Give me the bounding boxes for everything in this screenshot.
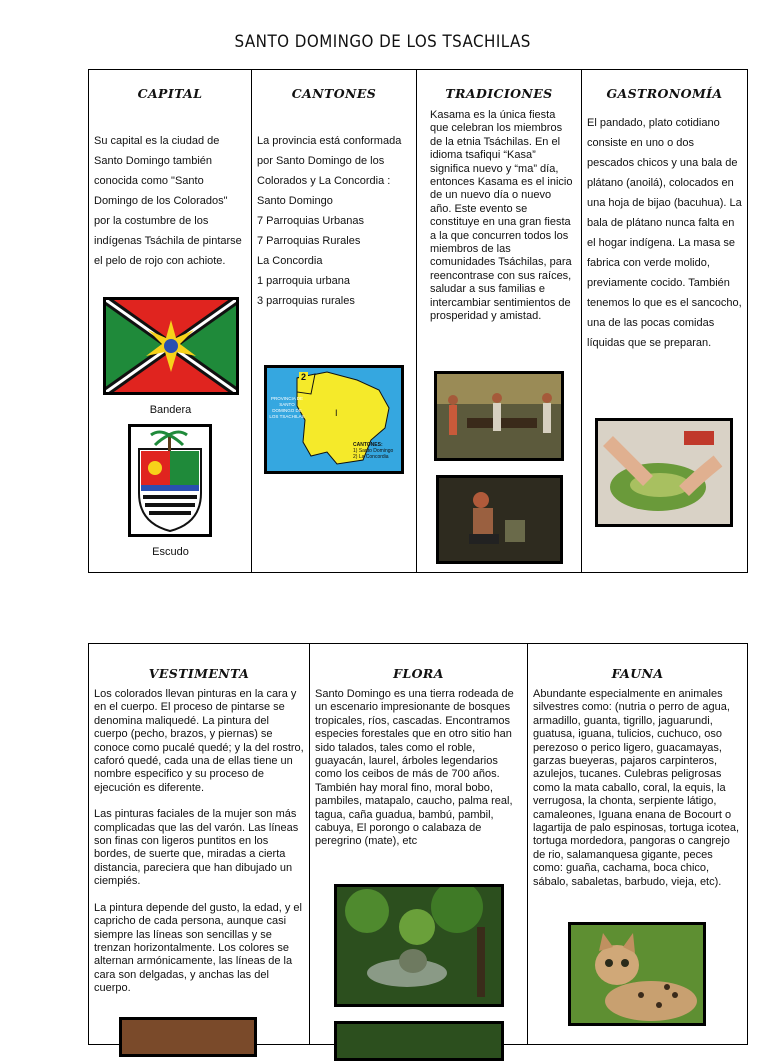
- flora-heading: FLORA: [393, 666, 444, 681]
- flag-image: [103, 297, 239, 395]
- map-badge: 2: [301, 372, 307, 382]
- vestimenta-paragraph: Los colorados llevan pinturas en la cara y en el cuerpo. El proceso de pintarse se denomina maliquedé. La pintura del cuerpo (pecho, brazos, y piernas) se conoce como pucalé quedé; y la del rostro, caforó quedé, cada una de ellas tiene un nombre especifico y su proceso de ejecución es diferente.: [94, 688, 304, 794]
- gastronomia-text: El pandado, plato cotidiano consiste en uno o dos pescados chicos y una bala de plátano (anoilá), colocados en una hoja de bijao (bacuhua). La bala de plátano nunca falta en el hogar indígena. La masa se fabrica con verde molido, previamente cocido. También tenemos lo que es el sancocho, una de las pocas comidas líquidas que se preparan.: [587, 117, 742, 349]
- ceremony-photo: [436, 475, 563, 564]
- cantones-line: 7 Parroquias Rurales: [257, 235, 361, 247]
- gastronomia-column: [582, 70, 747, 572]
- map-legend-item: 1) Santo Domingo: [353, 448, 394, 454]
- tradiciones-text: Kasama es la única fiesta que celebran los miembros de la etnia Tsáchilas. En el idioma tsafiqui “Kasa” significa nuevo y “ma” día, entonces Kasama es el inicio de un nuevo día o nuevo año. Este evento se constituye en una gran fiesta a la que concurren todos los miembros de las comunidades Tsáchilas, para reencontrase con sus raíces, saludar a sus familias e intercambiar sentimientos de prosperidad y amistad.: [430, 109, 573, 323]
- cantones-map-image: [264, 365, 404, 474]
- vestimenta-paragraph: La pintura depende del gusto, la edad, y el capricho de cada persona, aunque casi siempre las líneas son sencillas y se trenzan horizontalmente. Los colores se alternan armónicamente, las líneas de la cara son delgadas, y anchas las del cuerpo.: [94, 901, 302, 995]
- flag-caption: Bandera: [149, 404, 192, 416]
- map-legend-item: 2) La Concordia: [353, 454, 389, 460]
- vestimenta-text: [89, 688, 309, 996]
- cantones-line: 7 Parroquias Urbanas: [257, 215, 365, 227]
- top-table: [88, 69, 748, 573]
- map-region-mark: I: [335, 408, 338, 418]
- flora-photo-2: [334, 1021, 504, 1061]
- ocelot-photo: [568, 922, 706, 1026]
- cantones-heading: CANTONES: [291, 86, 377, 101]
- vestimenta-photo: [119, 1017, 257, 1057]
- vestimenta-column: [89, 644, 310, 1044]
- fauna-heading: FAUNA: [611, 666, 664, 681]
- kasama-photo: [434, 371, 564, 461]
- cantones-line: 3 parroquias rurales: [257, 295, 355, 307]
- cantones-line: Santo Domingo: [257, 195, 333, 207]
- map-legend-title: CANTONES:: [353, 442, 383, 448]
- bottom-table: [88, 643, 748, 1045]
- cantones-column: [252, 70, 417, 572]
- cantones-line: La Concordia: [257, 255, 323, 267]
- tradiciones-column: [417, 70, 582, 572]
- capital-heading: CAPITAL: [137, 86, 203, 101]
- map-province-label: PROVINCIA DE SANTO DOMINGO DE LOS TSACHILAS: [269, 396, 305, 419]
- shield-image: [128, 424, 212, 537]
- vestimenta-heading: VESTIMENTA: [148, 666, 250, 681]
- fauna-text: Abundante especialmente en animales silvestres como: (nutria o perro de agua, armadillo, guanta, tigrillo, jaguarundi, guatusa, iguana, tulicios, cuchuco, oso perezoso o perico ligero, guacamayas, garzas bueyeras, pajaros carpinteros, azulejos, tucanes. Culebras peligrosas como la mata caballo, coral, la equis, la verrugosa, la chonta, serpiente látigo, camaleones, Iguana enana de Bocourt o lagartija de palo espinosas, tortuga icotea, tortuga mordedora, pangoras o cangrejo de rio, salamanquesa gigante, peces como: guaña, cachama, boca chico, sábalo, sabaletas, barbudo, vieja, etc).: [533, 688, 740, 888]
- map-legend: [353, 442, 393, 460]
- page-title: SANTO DOMINGO DE LOS TSACHILAS: [234, 32, 531, 52]
- flora-text: Santo Domingo es una tierra rodeada de un escenario impresionante de bosques tropicales, ríos, cascadas. Encontramos especies forestales que en otro sitio han sido talados, tales como el roble, guayacán, laurel, árboles legendarios como los ceibos de más de 700 años. También hay moral fino, moral bobo, pambiles, matapalo, caucho, palma real, tagua, caña guadua, bambú, pambil, cabuya, El porongo o calabaza de peregrino (mate), etc: [315, 688, 514, 848]
- forest-photo: [334, 884, 504, 1007]
- shield-caption: Escudo: [152, 546, 189, 558]
- capital-column: [89, 70, 252, 572]
- pandado-photo: [595, 418, 733, 527]
- cantones-text: [252, 131, 416, 311]
- gastronomia-heading: GASTRONOMÍA: [606, 86, 723, 101]
- cantones-line: La provincia está conformada por Santo Domingo de los Colorados y La Concordia :: [257, 135, 402, 187]
- capital-text: Su capital es la ciudad de Santo Domingo también conocida como "Santo Domingo de los Colorados" por la costumbre de los indígenas Tsáchila de pintarse el pelo de rojo con achiote.: [94, 135, 242, 267]
- cantones-line: 1 parroquia urbana: [257, 275, 350, 287]
- flora-column: [310, 644, 528, 1044]
- fauna-column: [528, 644, 747, 1044]
- tradiciones-heading: TRADICIONES: [445, 86, 553, 101]
- vestimenta-paragraph: Las pinturas faciales de la mujer son más complicadas que las del varón. Las líneas son finas con ligeros puntitos en los bordes, de suerte que, miradas a cierta distancia, pareciera que han dibujado un ciempiés.: [94, 808, 299, 888]
